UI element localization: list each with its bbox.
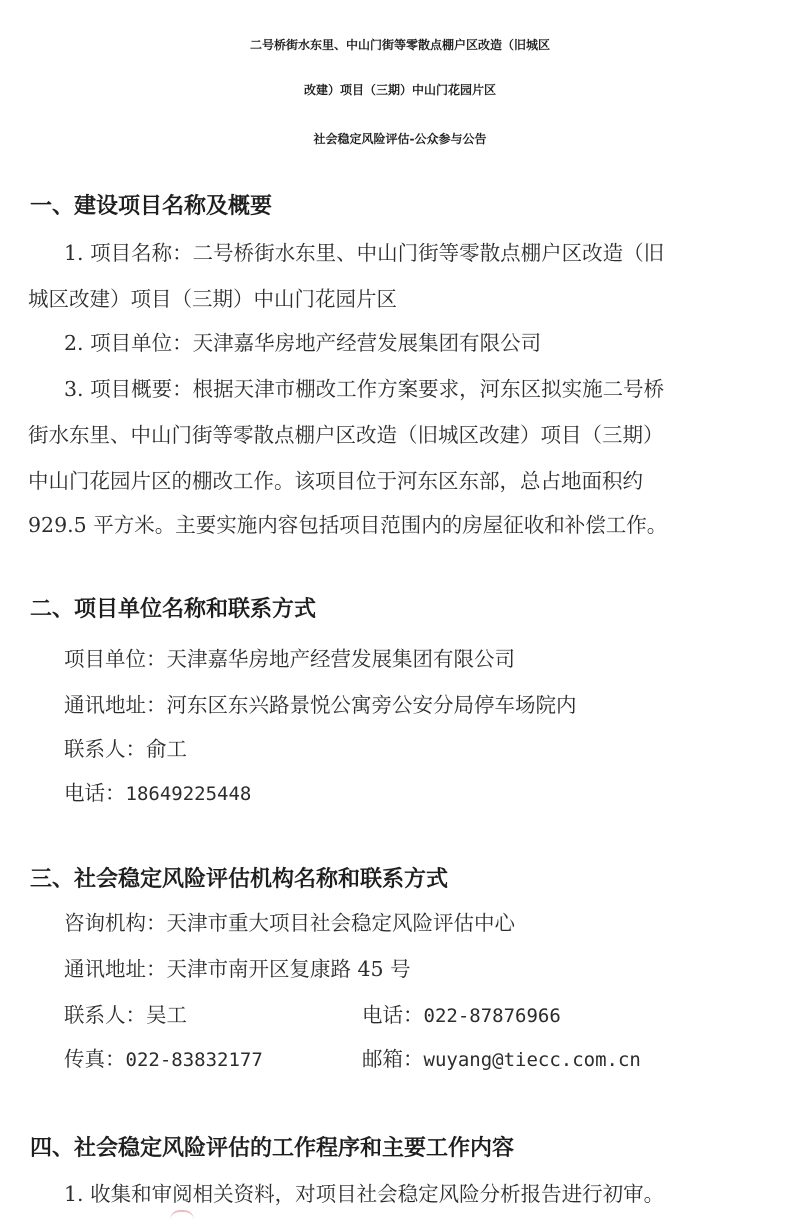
project-unit: 2. 项目单位：天津嘉华房地产经营发展集团有限公司 [64, 331, 542, 355]
procedure-item-1: 1. 收集和审阅相关资料，对项目社会稳定风险分析报告进行初审。 [64, 1182, 665, 1206]
project-name-line-1: 1. 项目名称：二号桥街水东里、中山门街等零散点棚户区改造（旧 [64, 241, 665, 265]
document-subtitle: 社会稳定风险评估-公众参与公告 [313, 132, 487, 146]
agency-phone [362, 1001, 561, 1030]
agency-email-label: 邮箱： [362, 1047, 424, 1071]
contact-person: 联系人：俞工 [64, 737, 187, 761]
contact-phone [64, 779, 251, 808]
project-summary-line-2: 街水东里、中山门街等零散点棚户区改造（旧城区改建）项目（三期） [28, 423, 664, 447]
agency-contact-person: 联系人：吴工 [64, 1003, 187, 1027]
contact-phone-value: 18649225448 [125, 783, 252, 805]
section-2-heading: 二、项目单位名称和联系方式 [30, 597, 317, 622]
agency-fax-value: 022-83832177 [125, 1049, 263, 1071]
agency-email [362, 1045, 641, 1074]
agency-address: 通讯地址：天津市南开区复康路 45 号 [64, 957, 411, 981]
document-title-line-1: 二号桥街水东里、中山门街等零散点棚户区改造（旧城区 [249, 38, 550, 52]
section-3-heading: 三、社会稳定风险评估机构名称和联系方式 [30, 867, 449, 892]
agency-phone-value: 022-87876966 [423, 1005, 561, 1027]
agency-email-value: wuyang@tiecc.com.cn [423, 1049, 641, 1071]
section-4-heading: 四、社会稳定风险评估的工作程序和主要工作内容 [30, 1136, 515, 1161]
contact-unit: 项目单位：天津嘉华房地产经营发展集团有限公司 [64, 647, 515, 671]
section-1-heading: 一、建设项目名称及概要 [30, 194, 273, 219]
project-summary-line-1: 3. 项目概要：根据天津市棚改工作方案要求，河东区拟实施二号桥 [64, 377, 665, 401]
document-title-line-2: 改建）项目（三期）中山门花园片区 [303, 83, 496, 97]
agency-fax-label: 传真： [64, 1047, 126, 1071]
agency-name: 咨询机构：天津市重大项目社会稳定风险评估中心 [64, 911, 515, 935]
project-summary-line-4: 929.5 平方米。主要实施内容包括项目范围内的房屋征收和补偿工作。 [28, 513, 668, 537]
agency-phone-label: 电话： [362, 1003, 424, 1027]
contact-phone-label: 电话： [64, 781, 126, 805]
agency-fax [64, 1045, 263, 1074]
contact-address: 通讯地址：河东区东兴路景悦公寓旁公安分局停车场院内 [64, 693, 577, 717]
project-name-line-2: 城区改建）项目（三期）中山门花园片区 [28, 287, 397, 311]
project-summary-line-3: 中山门花园片区的棚改工作。该项目位于河东区东部，总占地面积约 [28, 469, 643, 493]
